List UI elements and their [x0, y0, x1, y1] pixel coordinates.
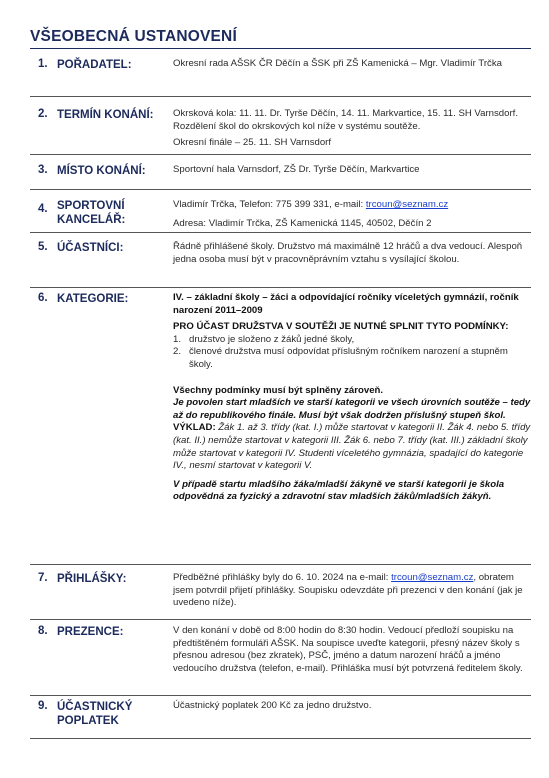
row-label: MÍSTO KONÁNÍ: — [57, 165, 146, 177]
registration-text — [173, 572, 531, 610]
permitted-note: Je povolen start mladších ve starší kategorii ve všech úrovních soutěže – tedy až do republikového finále. Musí být však dodržen příslušný stupeň škol. — [173, 397, 531, 421]
row-value: V den konání v době od 8:00 hodin do 8:30 hodin. Vedoucí předloží soupisku na předtištěném formuláři AŠSK. Na soupisce uveďte kategorii, přesný název školy s přesnou adresou (bez zkratek), PSČ, jméno a datum narození hráčů a jméno vedoucího družstva (telefon, e-mail). Přihláška musí být potvrzená ředitelem školy. — [173, 625, 523, 674]
date-final: Okresní finále – 25. 11. SH Varnsdorf — [173, 137, 332, 149]
registration-part2: , obratem jsem potvrdil přijetí přihlášky. Soupisku odevzdáte při prezenci v den konání (jak je uvedeno níže). — [173, 572, 523, 609]
email-link[interactable]: trcoun@seznam.cz — [365, 199, 449, 210]
row-organizer — [30, 58, 531, 97]
explanation-text: Žák 1. až 3. třídy (kat. I.) může startovat v kategorii II. Žák 4. nebo 5. třídy (kat. II.) nemůže startovat v kategorii III. Žák 6. nebo 7. třídy (kat. III.) základní školy může startovat v kategorii IV. Studenti víceletého gymnázia, spadající do kategorie IV., nesmí startovat v kategorii V. — [173, 422, 531, 472]
row-value: Řádně přihlášené školy. Družstvo má maximálně 12 hráčů a dva vedoucí. Alespoň jedna osoba musí být v pracovněprávním vztahu s vysílající školou. — [173, 241, 523, 265]
row-label: PŘIHLÁŠKY: — [57, 573, 127, 585]
row-label: ÚČASTNÍCI: — [57, 242, 124, 254]
row-value: Účastnický poplatek 200 Kč za jedno družstvo. — [173, 700, 372, 711]
row-presence — [30, 625, 531, 696]
row-value — [173, 108, 531, 150]
row-label: KATEGORIE: — [57, 293, 129, 305]
date-rounds: Okrsková kola: 11. 11. Dr. Tyrše Děčín, 14. 11. Markvartice, 15. 11. SH Varnsdorf. Rozdělení škol do okrskových kol níže v systému soutěže. — [173, 108, 518, 132]
row-category — [30, 292, 531, 565]
condition-number: 1. — [173, 333, 182, 345]
row-registration — [30, 572, 531, 620]
condition-item — [173, 334, 531, 347]
row-label: PREZENCE: — [57, 626, 124, 638]
row-number: 8. — [38, 625, 48, 637]
row-number: 3. — [38, 164, 48, 176]
condition-text: družstvo je složeno z žáků jedné školy, — [189, 333, 355, 345]
explanation-label: VÝKLAD: — [173, 422, 216, 434]
explanation — [173, 422, 531, 472]
row-label: POŘADATEL: — [57, 59, 132, 71]
category-heading: IV. – základní školy – žáci a odpovídající ročníky víceletých gymnázií, ročník narození 2011–2009 — [173, 292, 519, 316]
title-divider — [30, 48, 531, 49]
condition-list — [173, 334, 531, 372]
row-number: 6. — [38, 292, 48, 304]
email-link[interactable]: trcoun@seznam.cz — [391, 572, 474, 583]
all-conditions-note: Všechny podmínky musí být splněny zároveň. — [173, 384, 384, 396]
office-address: Adresa: Vladimír Trčka, ZŠ Kamenická 1145, 40502, Děčín 2 — [173, 217, 432, 229]
row-value — [173, 572, 531, 610]
page-title: VŠEOBECNÁ USTANOVENÍ — [30, 28, 237, 45]
contact-prefix: Vladimír Trčka, Telefon: 775 399 331, e-mail: — [173, 199, 366, 210]
row-value — [173, 199, 531, 230]
condition-number: 2. — [173, 346, 182, 358]
row-value: Sportovní hala Varnsdorf, ZŠ Dr. Tyrše Děčín, Markvartice — [173, 164, 420, 175]
row-label: SPORTOVNÍ KANCELÁŘ: — [57, 200, 126, 226]
row-office — [30, 199, 531, 233]
row-venue — [30, 164, 531, 190]
office-contact — [173, 199, 531, 212]
row-fee — [30, 700, 531, 739]
row-date — [30, 108, 531, 155]
row-value — [173, 292, 531, 504]
row-value: Okresní rada AŠSK ČR Děčín a ŠSK při ZŠ Kamenická – Mgr. Vladimír Trčka — [173, 58, 502, 69]
condition-text: členové družstva musí odpovídat příslušným ročníkem narození a stupněm školy. — [189, 346, 508, 370]
row-label: TERMÍN KONÁNÍ: — [57, 109, 154, 121]
registration-part1: Předběžné přihlášky byly do 6. 10. 2024 na e-mail: — [173, 572, 392, 583]
row-number: 5. — [38, 241, 48, 253]
row-number: 2. — [38, 108, 48, 120]
row-participants — [30, 241, 531, 288]
row-number: 9. — [38, 700, 48, 712]
responsibility-note: V případě startu mladšího žáka/mladší žákyně ve starší kategorii je škola odpovědná za fyzický a zdravotní stav mladších žáků/mladších žákyň. — [173, 478, 505, 503]
row-number: 7. — [38, 572, 48, 584]
row-number: 4. — [38, 203, 48, 215]
condition-item — [173, 346, 531, 371]
condition-heading: PRO ÚČAST DRUŽSTVA V SOUTĚŽI JE NUTNÉ SPLNIT TYTO PODMÍNKY: — [173, 321, 509, 333]
row-label: ÚČASTNICKÝ POPLATEK — [57, 701, 133, 727]
row-number: 1. — [38, 58, 48, 70]
